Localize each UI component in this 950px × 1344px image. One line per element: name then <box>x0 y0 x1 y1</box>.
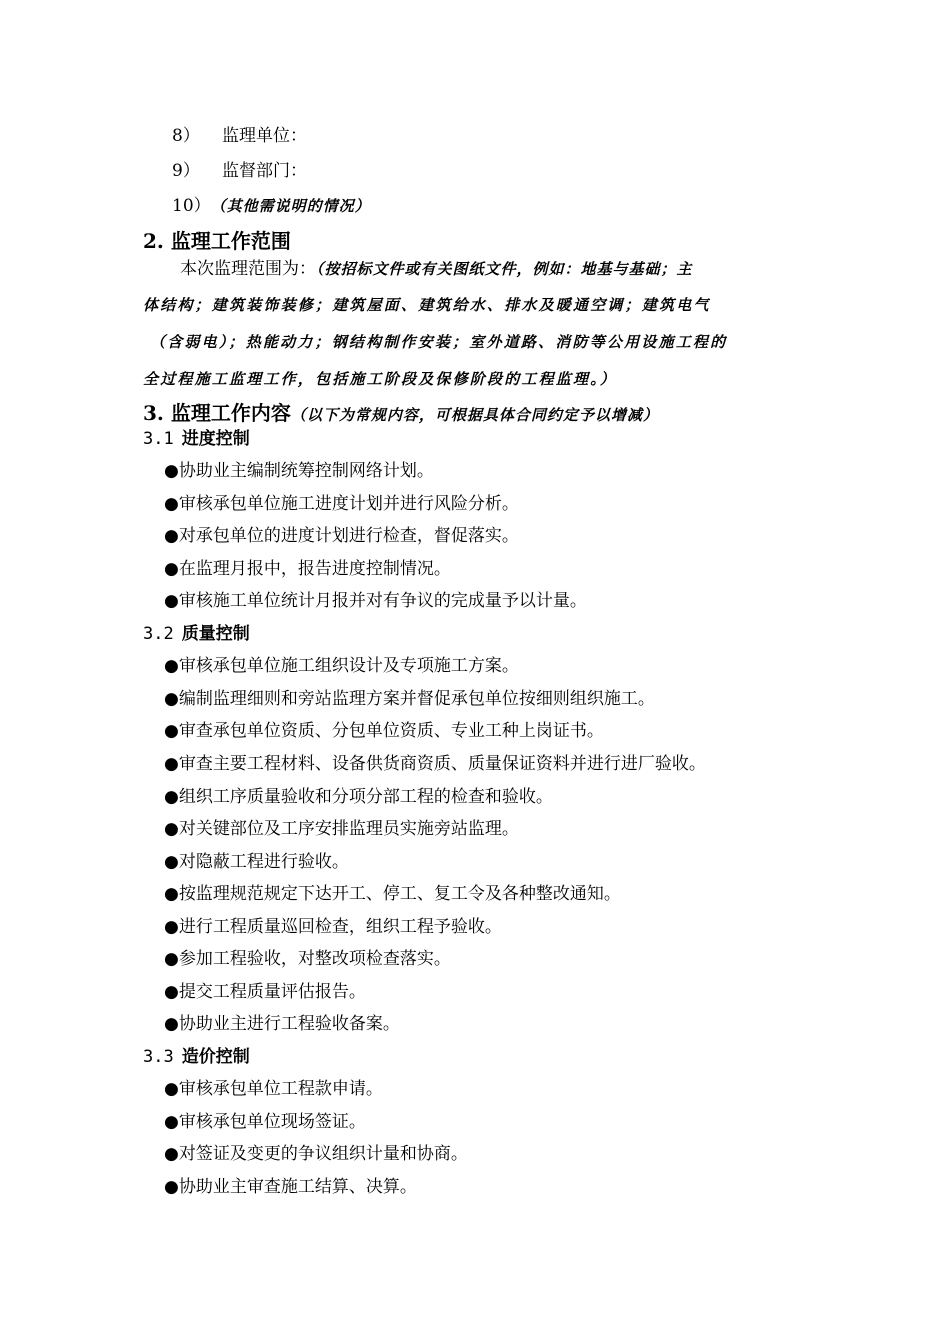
list-item-text: 对承包单位的进度计划进行检查，督促落实。 <box>178 526 519 546</box>
list-item-text: 审查承包单位资质、分包单位资质、专业工种上岗证书。 <box>178 721 604 741</box>
list-item-text: 在监理月报中，报告进度控制情况。 <box>178 559 451 579</box>
list-item <box>164 1111 366 1133</box>
bullet-icon: ● <box>164 982 179 1002</box>
list-item <box>164 786 553 808</box>
item-label: 监督部门： <box>222 161 307 181</box>
bullet-icon: ● <box>164 787 179 807</box>
bullet-icon: ● <box>164 494 179 514</box>
list-item <box>164 916 502 938</box>
list-item-text: 审核承包单位工程款申请。 <box>178 1079 383 1099</box>
list-item-text: 对隐蔽工程进行验收。 <box>178 852 349 872</box>
list-item-text: 对关键部位及工序安排监理员实施旁站监理。 <box>178 819 519 839</box>
bullet-icon: ● <box>164 461 179 481</box>
paragraph-line: 全过程施工监理工作，包括施工阶段及保修阶段的工程监理。） <box>143 370 618 388</box>
bullet-icon: ● <box>164 1144 179 1164</box>
list-item <box>164 851 349 873</box>
bullet-icon: ● <box>164 949 179 969</box>
list-item-text: 审核施工单位统计月报并对有争议的完成量予以计量。 <box>178 591 587 611</box>
item-label: 监理单位： <box>222 126 307 146</box>
section-heading-text: 3. 监理工作内容 <box>143 401 291 425</box>
list-item-text: 审核承包单位施工组织设计及专项施工方案。 <box>178 656 519 676</box>
list-item <box>164 981 366 1003</box>
list-item <box>164 590 587 612</box>
list-item <box>164 493 519 515</box>
bullet-icon: ● <box>164 917 179 937</box>
list-item-text: 协助业主审查施工结算、决算。 <box>178 1177 417 1197</box>
list-item-text: 审核承包单位施工进度计划并进行风险分析。 <box>178 494 519 514</box>
list-item-text: 进行工程质量巡回检查，组织工程予验收。 <box>178 917 502 937</box>
list-item-text: 参加工程验收，对整改项检查落实。 <box>178 949 451 969</box>
subsection-title: 质量控制 <box>181 624 250 644</box>
list-item <box>164 525 519 547</box>
bullet-icon: ● <box>164 852 179 872</box>
subsection-title: 进度控制 <box>181 429 250 449</box>
list-item <box>164 1143 468 1165</box>
bullet-icon: ● <box>164 721 179 741</box>
list-item <box>164 558 451 580</box>
bullet-icon: ● <box>164 1014 179 1034</box>
paragraph-note: （按招标文件或有关图纸文件，例如：地基与基础；主 <box>316 260 693 278</box>
list-item-text: 审核承包单位现场签证。 <box>178 1112 366 1132</box>
bullet-icon: ● <box>164 559 179 579</box>
paragraph-line <box>180 258 693 280</box>
item-number: 8） <box>172 126 200 146</box>
list-item-text: 协助业主编制统筹控制网络计划。 <box>178 461 434 481</box>
list-item-text: 协助业主进行工程验收备案。 <box>178 1014 400 1034</box>
list-item <box>164 1013 400 1035</box>
item-number: 9） <box>172 161 200 181</box>
bullet-icon: ● <box>164 656 179 676</box>
bullet-icon: ● <box>164 754 179 774</box>
list-item <box>164 1078 383 1100</box>
item-number: 10） <box>172 196 211 216</box>
subsection-heading <box>143 1046 250 1068</box>
list-item <box>164 883 621 905</box>
paragraph-lead: 本次监理范围为： <box>180 259 316 279</box>
list-item <box>164 948 451 970</box>
list-item <box>164 720 604 742</box>
subsection-number: 3.3 <box>143 1047 174 1067</box>
numbered-item <box>172 160 307 182</box>
numbered-item <box>172 195 371 217</box>
list-item-text: 对签证及变更的争议组织计量和协商。 <box>178 1144 468 1164</box>
bullet-icon: ● <box>164 689 179 709</box>
subsection-heading <box>143 428 250 450</box>
section-heading-note: （以下为常规内容，可根据具体合同约定予以增减） <box>290 406 659 424</box>
list-item <box>164 655 519 677</box>
bullet-icon: ● <box>164 819 179 839</box>
list-item <box>164 1176 417 1198</box>
subsection-number: 3.1 <box>143 429 174 449</box>
list-item <box>164 818 519 840</box>
bullet-icon: ● <box>164 1079 179 1099</box>
paragraph-line: 体结构；建筑装饰装修；建筑屋面、建筑给水、排水及暖通空调；建筑电气 <box>143 296 711 314</box>
list-item <box>164 460 434 482</box>
list-item <box>164 688 655 710</box>
paragraph-line: （含弱电）；热能动力；钢结构制作安装；室外道路、消防等公用设施工程的 <box>150 333 728 351</box>
subsection-number: 3.2 <box>143 624 174 644</box>
subsection-heading <box>143 623 250 645</box>
bullet-icon: ● <box>164 591 179 611</box>
bullet-icon: ● <box>164 526 179 546</box>
bullet-icon: ● <box>164 1177 179 1197</box>
bullet-icon: ● <box>164 1112 179 1132</box>
section-heading: 2. 监理工作范围 <box>143 229 291 253</box>
list-item-text: 按监理规范规定下达开工、停工、复工令及各种整改通知。 <box>178 884 621 904</box>
list-item-text: 编制监理细则和旁站监理方案并督促承包单位按细则组织施工。 <box>178 689 655 709</box>
section-heading <box>143 400 659 428</box>
numbered-item <box>172 125 307 147</box>
item-label: （其他需说明的情况） <box>210 197 371 215</box>
list-item-text: 审查主要工程材料、设备供货商资质、质量保证资料并进行进厂验收。 <box>178 754 706 774</box>
subsection-title: 造价控制 <box>181 1047 250 1067</box>
list-item <box>164 753 706 775</box>
list-item-text: 组织工序质量验收和分项分部工程的检查和验收。 <box>178 787 553 807</box>
bullet-icon: ● <box>164 884 179 904</box>
list-item-text: 提交工程质量评估报告。 <box>178 982 366 1002</box>
